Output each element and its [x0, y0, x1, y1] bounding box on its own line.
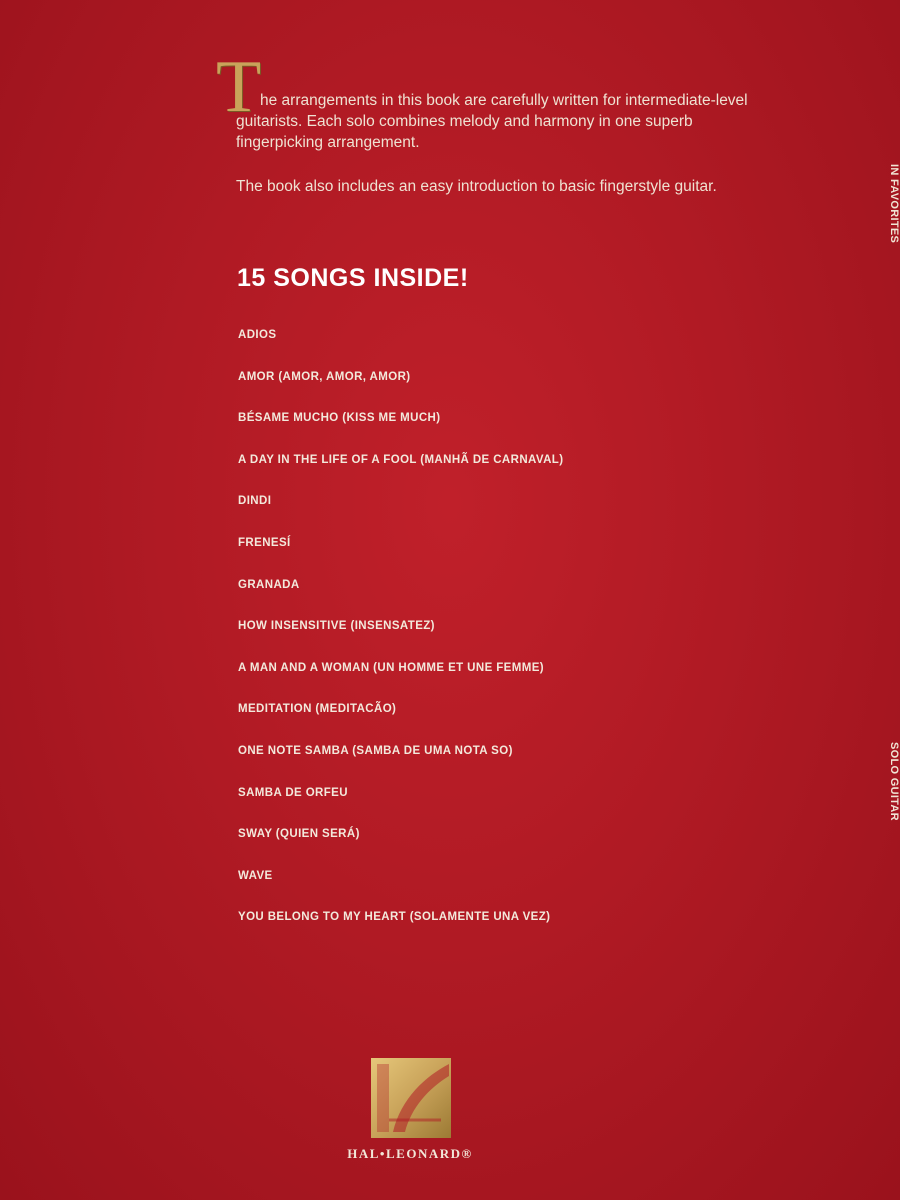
- song-item: SAMBA DE ORFEU: [238, 786, 348, 799]
- publisher-name: HAL•LEONARD®: [347, 1146, 473, 1161]
- intro-paragraph-2: The book also includes an easy introduction to basic fingerstyle guitar.: [236, 178, 717, 195]
- song-item: DINDI: [238, 495, 272, 508]
- song-item: FRENESÍ: [238, 536, 291, 549]
- song-item: ADIOS: [238, 329, 277, 341]
- song-item: AMOR (AMOR, AMOR, AMOR): [238, 370, 411, 383]
- song-list: [238, 326, 798, 950]
- song-item: ONE NOTE SAMBA (SAMBA DE UMA NOTA SO): [238, 744, 513, 757]
- song-item: A MAN AND A WOMAN (UN HOMME ET UNE FEMME): [238, 661, 544, 674]
- song-item: HOW INSENSITIVE (INSENSATEZ): [238, 620, 435, 633]
- song-item: WAVE: [238, 869, 273, 882]
- spine-text-top: IN FAVORITES: [888, 164, 900, 244]
- song-item: YOU BELONG TO MY HEART (SOLAMENTE UNA VEZ): [238, 911, 551, 924]
- intro-text: [236, 90, 756, 220]
- hal-leonard-logo-icon: [371, 1058, 451, 1138]
- song-item: BÉSAME MUCHO (KISS ME MUCH): [238, 412, 441, 425]
- song-item: A DAY IN THE LIFE OF A FOOL (MANHÃ DE CARNAVAL): [238, 453, 564, 466]
- songs-heading: 15 SONGS INSIDE!: [237, 264, 469, 292]
- song-item: MEDITATION (MEDITACÃO): [238, 703, 397, 716]
- dropcap-letter: T: [216, 46, 262, 128]
- song-item: GRANADA: [238, 578, 300, 591]
- spine-text-bottom: SOLO GUITAR: [888, 742, 900, 821]
- intro-paragraph-1: he arrangements in this book are carefully written for intermediate-level guitarists. Each solo combines melody and harmony in one superb fingerpicking arrangement.: [236, 92, 748, 151]
- song-item: SWAY (QUIEN SERÁ): [238, 828, 360, 841]
